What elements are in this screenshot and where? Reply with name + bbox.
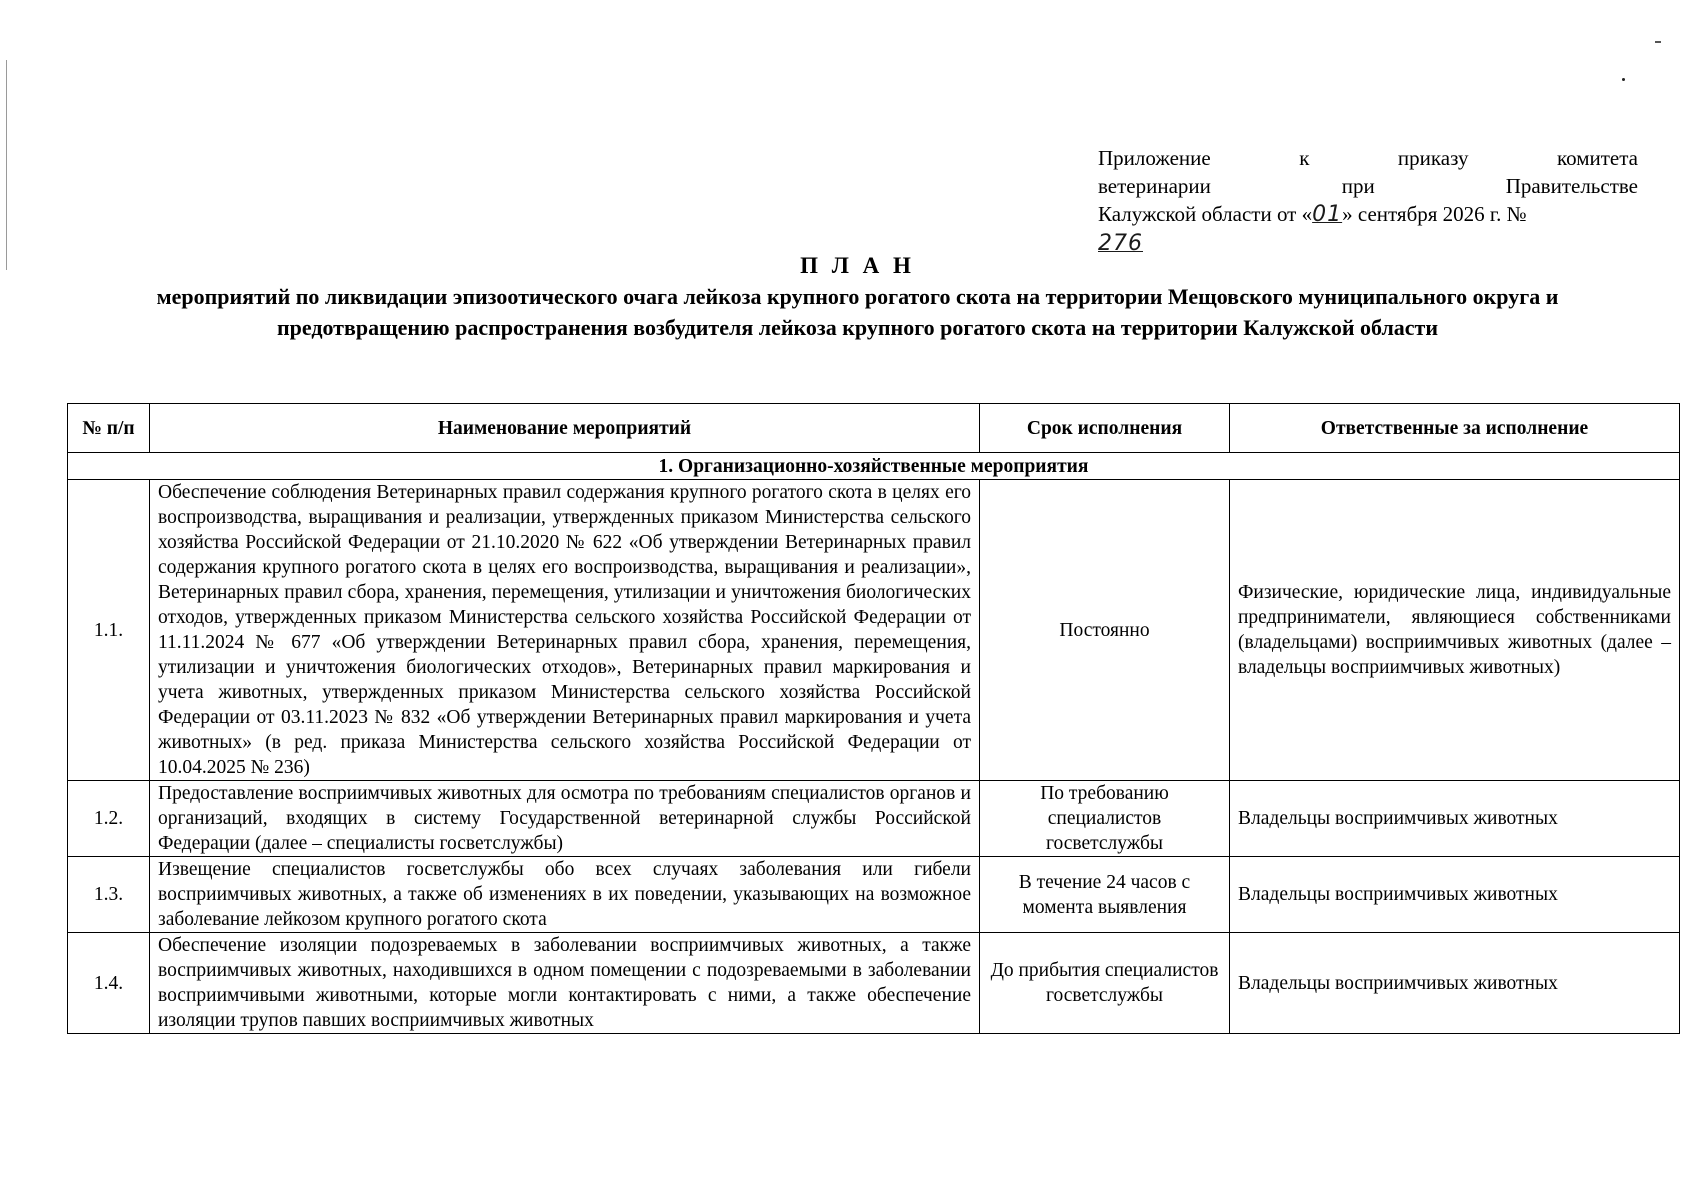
scan-mark bbox=[1655, 41, 1661, 43]
row-term: В течение 24 часов с момента выявления bbox=[980, 857, 1230, 933]
document-title bbox=[100, 250, 1615, 343]
row-responsible: Владельцы восприимчивых животных bbox=[1230, 933, 1680, 1034]
row-num: 1.4. bbox=[68, 933, 150, 1034]
row-name: Извещение специалистов госветслужбы обо всех случаях заболевания или гибели восприимчивых животных, а также об изменениях в их поведении, указывающих на возможное заболевание лейкозом крупного рогатого скота bbox=[150, 857, 980, 933]
plan-subtitle: мероприятий по ликвидации эпизоотического очага лейкоза крупного рогатого скота на территории Мещовского муниципального округа и предотвращению распространения возбудителя лейкоза крупного рогатого скота на территории Калужской области bbox=[156, 284, 1559, 340]
row-responsible: Физические, юридические лица, индивидуальные предприниматели, являющиеся собственниками (владельцами) восприимчивых животных (далее – владельцы восприимчивых животных) bbox=[1230, 480, 1680, 781]
table-row bbox=[68, 781, 1680, 857]
row-name: Предоставление восприимчивых животных для осмотра по требованиям специалистов органов и организаций, входящих в систему Государственной ветеринарной службы Российской Федерации (далее – специалисты госветслужбы) bbox=[150, 781, 980, 857]
header-name: Наименование мероприятий bbox=[150, 404, 980, 453]
row-num: 1.3. bbox=[68, 857, 150, 933]
appendix-line-3: Калужской области от «01» сентября 2026 г. № bbox=[1098, 202, 1527, 227]
section-title: 1. Организационно-хозяйственные мероприятия bbox=[68, 453, 1680, 480]
appendix-block bbox=[1098, 144, 1638, 258]
scan-edge-line bbox=[6, 60, 7, 270]
section-row bbox=[68, 453, 1680, 480]
row-name: Обеспечение изоляции подозреваемых в заболевании восприимчивых животных, а также восприимчивых животных, находившихся в одном помещении с подозреваемыми в заболевании восприимчивыми животными, которые могли контактировать с ними, а также обеспечение изоляции трупов павших восприимчивых животных bbox=[150, 933, 980, 1034]
table-header-row bbox=[68, 404, 1680, 453]
row-term: По требованию специалистов госветслужбы bbox=[980, 781, 1230, 857]
table-row bbox=[68, 857, 1680, 933]
table-row bbox=[68, 933, 1680, 1034]
row-name: Обеспечение соблюдения Ветеринарных правил содержания крупного рогатого скота в целях его воспроизводства, выращивания и реализации, утвержденных приказом Министерства сельского хозяйства Российской Федерации от 21.10.2020 № 622 «Об утверждении Ветеринарных правил содержания крупного рогатого скота в целях его воспроизводства, выращивания и реализации», Ветеринарных правил сбора, хранения, перемещения, утилизации и уничтожения биологических отходов, утвержденных приказом Министерства сельского хозяйства Российской Федерации от 11.11.2024 № 677 «Об утверждении Ветеринарных правил сбора, хранения, перемещения, утилизации и уничтожения биологических отходов», Ветеринарных правил маркирования и учета животных, утвержденных приказом Министерства сельского хозяйства Российской Федерации от 03.11.2023 № 832 «Об утверждении Ветеринарных правил маркирования и учета животных» (в ред. приказа Министерства сельского хозяйства Российской Федерации от 10.04.2025 № 236) bbox=[150, 480, 980, 781]
handwritten-day: 01 bbox=[1312, 202, 1343, 227]
plan-heading: П Л А Н bbox=[800, 253, 915, 278]
row-num: 1.2. bbox=[68, 781, 150, 857]
appendix-line-2: ветеринарии при Правительстве bbox=[1098, 174, 1638, 198]
scan-mark bbox=[1622, 78, 1625, 81]
appendix-line-1: Приложение к приказу комитета bbox=[1098, 146, 1638, 170]
handwritten-order-number: 276 bbox=[1098, 231, 1143, 256]
header-responsible: Ответственные за исполнение bbox=[1230, 404, 1680, 453]
row-num: 1.1. bbox=[68, 480, 150, 781]
row-responsible: Владельцы восприимчивых животных bbox=[1230, 857, 1680, 933]
plan-table bbox=[67, 403, 1680, 1034]
header-term: Срок исполнения bbox=[980, 404, 1230, 453]
row-term: До прибытия специалистов госветслужбы bbox=[980, 933, 1230, 1034]
row-responsible: Владельцы восприимчивых животных bbox=[1230, 781, 1680, 857]
table-row bbox=[68, 480, 1680, 781]
row-term: Постоянно bbox=[980, 480, 1230, 781]
header-num: № п/п bbox=[68, 404, 150, 453]
